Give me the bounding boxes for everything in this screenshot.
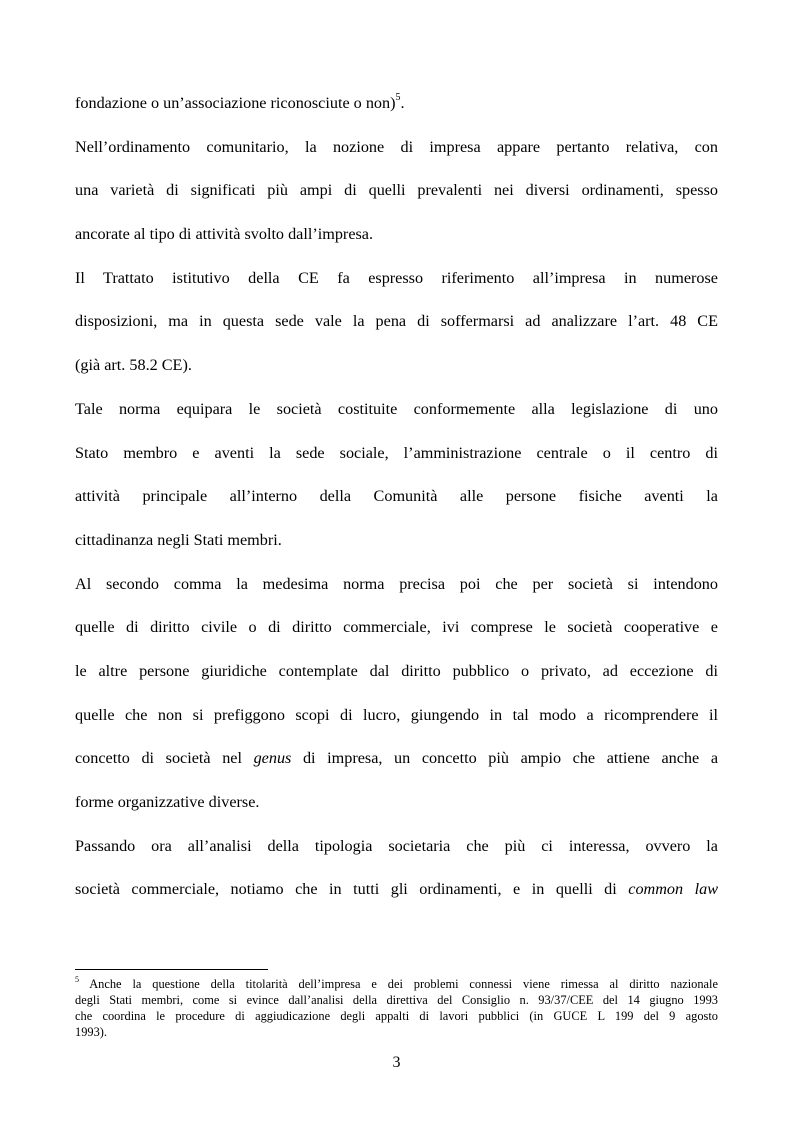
text-line: Al secondo comma la medesima norma precisa poi che per società si intendono <box>75 574 718 593</box>
footnote-line: $^5$ Anche la questione della titolarità dell’impresa e dei problemi connessi viene rimessa al diritto nazionale <box>75 975 718 991</box>
text-line: disposizioni, ma in questa sede vale la pena di soffermarsi ad analizzare l’art. 48 CE <box>75 312 718 331</box>
footnote-line: degli Stati membri, come si evince dall’analisi della direttiva del Consiglio n. 93/37/CEE del 14 giugno 1993 <box>75 993 718 1007</box>
text-line: attività principale all’interno della Comunità alle persone fisiche aventi la <box>75 487 718 506</box>
body-text <box>75 82 718 912</box>
text-line: società commerciale, notiamo che in tutti gli ordinamenti, e in quelli di common law <box>75 880 718 899</box>
text-line: Il Trattato istitutivo della CE fa espresso riferimento all’impresa in numerose <box>75 268 718 287</box>
footnote-separator <box>75 969 268 970</box>
text-line: forme organizzative diverse. <box>75 793 260 811</box>
text-line: Stato membro e aventi la sede sociale, l’amministrazione centrale o il centro di <box>75 443 718 462</box>
page-number: 3 <box>392 1054 401 1071</box>
text-line: ancorate al tipo di attività svolto dall’impresa. <box>75 225 374 244</box>
text-line: quelle di diritto civile o di diritto commerciale, ivi comprese le società cooperative e <box>75 618 718 637</box>
footnote-line: che coordina le procedure di aggiudicazione degli appalti di lavori pubblici (in GUCE L 199 del 9 agosto <box>75 1009 718 1023</box>
footnote-line: 1993). <box>75 1025 108 1039</box>
text-line: Tale norma equipara le società costituite conformemente alla legislazione di uno <box>75 399 718 418</box>
footnote-marker: 5 <box>75 975 79 984</box>
text-line: Passando ora all’analisi della tipologia societaria che più ci interessa, ovvero la <box>75 836 718 855</box>
text-line: fondazione o un’associazione riconosciute o non)$^5$. <box>75 92 405 112</box>
text-line: una varietà di significati più ampi di quelli prevalenti nei diversi ordinamenti, spesso <box>75 181 718 200</box>
text-line: concetto di società nel genus di impresa, un concetto più ampio che attiene anche a <box>75 749 719 768</box>
text-line: (già art. 58.2 CE). <box>75 356 192 375</box>
text-line: cittadinanza negli Stati membri. <box>75 530 282 549</box>
italic-term: common law <box>628 880 718 899</box>
text-line: le altre persone giuridiche contemplate dal diritto pubblico o privato, ad eccezione di <box>75 661 718 680</box>
text-line: quelle che non si prefiggono scopi di lucro, giungendo in tal modo a ricomprendere il <box>75 705 718 724</box>
italic-term: genus <box>253 749 292 768</box>
footnote <box>75 976 718 1040</box>
footnote-reference[interactable]: 5 <box>395 92 401 103</box>
text-line: Nell’ordinamento comunitario, la nozione di impresa appare pertanto relativa, con <box>75 137 718 156</box>
